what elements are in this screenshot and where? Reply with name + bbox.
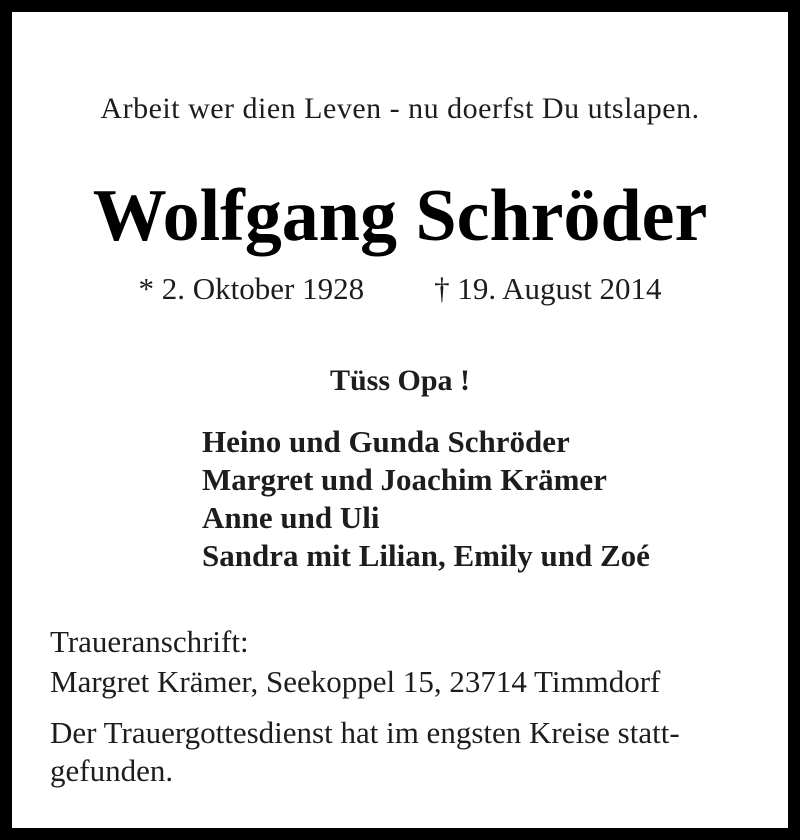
epigraph-saying: Arbeit wer dien Leven - nu doerfst Du utslapen.	[100, 92, 700, 125]
closing-line-1: Der Trauergottesdienst hat im engsten Kreise statt-	[50, 714, 680, 750]
birth-date: * 2. Oktober 1928	[138, 270, 365, 306]
deceased-name: Wolfgang Schröder	[92, 175, 708, 257]
life-dates	[12, 271, 788, 307]
farewell-line: Tüss Opa !	[329, 363, 471, 397]
mourner-line: Heino und Gunda Schröder	[202, 423, 570, 459]
mourning-address	[50, 622, 788, 702]
mourner-line: Anne und Uli	[202, 499, 380, 535]
mourner-line: Sandra mit Lilian, Emily und Zoé	[202, 537, 650, 573]
closing-line-2: gefunden.	[50, 752, 174, 788]
mourner-line: Margret und Joachim Krämer	[202, 461, 607, 497]
death-date: † 19. August 2014	[434, 270, 662, 306]
closing-note	[50, 714, 788, 790]
address-value: Margret Krämer, Seekoppel 15, 23714 Timmdorf	[50, 663, 661, 699]
death-notice	[12, 12, 788, 828]
address-label: Traueranschrift:	[50, 623, 249, 659]
mourners-list	[202, 423, 788, 575]
